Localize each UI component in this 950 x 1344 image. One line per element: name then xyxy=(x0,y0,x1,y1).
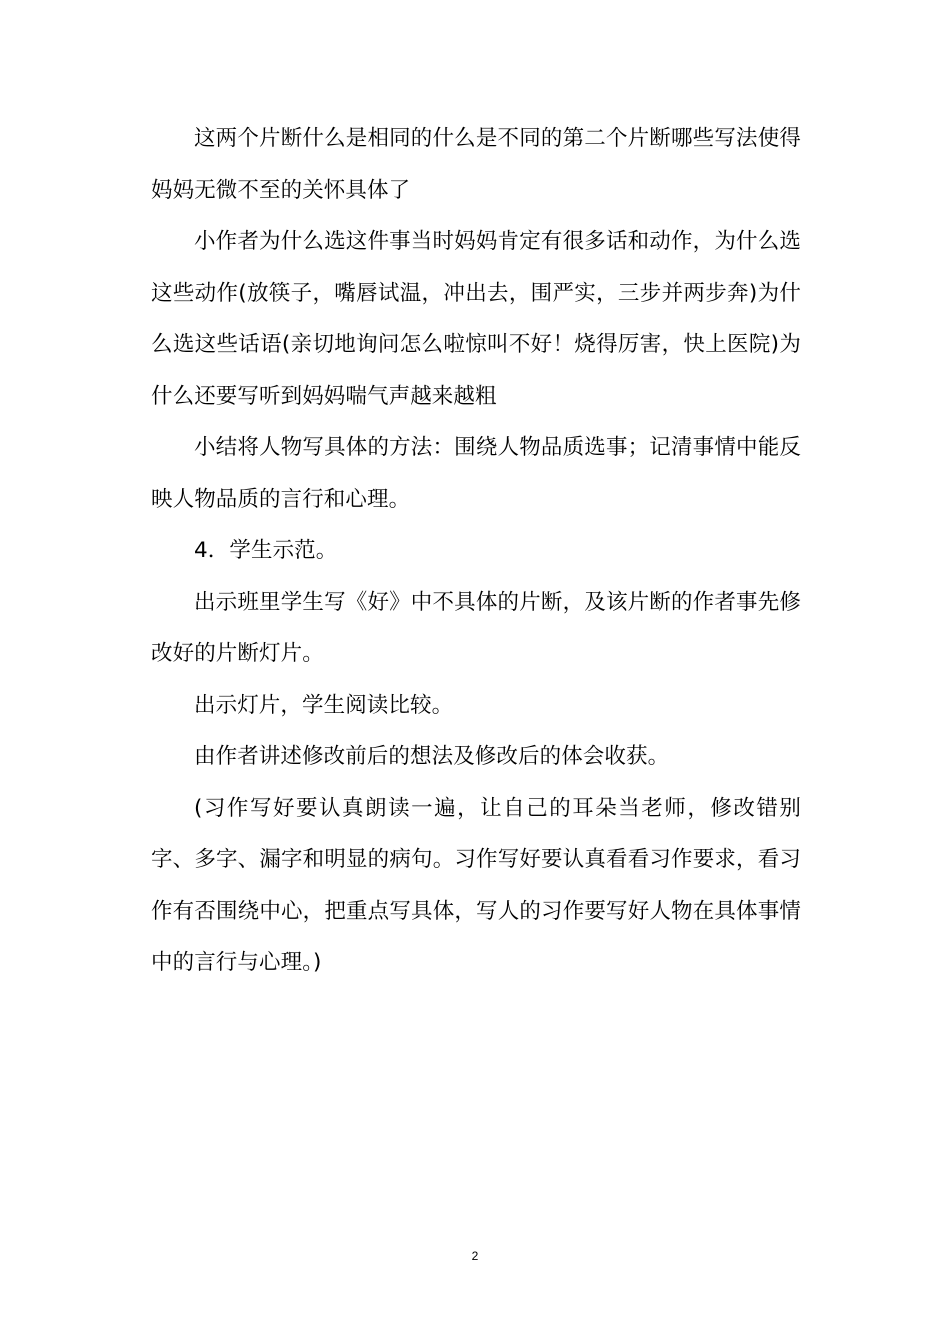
paragraph-3: 小结将人物写具体的方法：围绕人物品质选事；记清事情中能反映人物品质的言行和心理。 xyxy=(151,435,801,512)
paragraph-8: (习作写好要认真朗读一遍，让自己的耳朵当老师，修改错别字、多字、漏字和明显的病句。习作写好要认真看看习作要求，看习作有否围绕中心，把重点写具体，写人的习作要写好人物在具体事情中的言行与心理。) xyxy=(151,795,801,975)
page-number: 2 xyxy=(471,1249,479,1263)
paragraph-4: 4．学生示范。 xyxy=(194,538,338,563)
paragraph-2: 小作者为什么选这件事当时妈妈肯定有很多话和动作，为什么选这些动作(放筷子，嘴唇试温，冲出去，围严实，三步并两步奔)为什么选这些话语(亲切地询问怎么啦惊叫不好！烧得厉害，快上医院)为什么还要写听到妈妈喘气声越来越粗 xyxy=(151,229,801,409)
document-body xyxy=(151,113,801,989)
paragraph-5: 出示班里学生写《好》中不具体的片断，及该片断的作者事先修改好的片断灯片。 xyxy=(151,589,801,666)
paragraph-7: 由作者讲述修改前后的想法及修改后的体会收获。 xyxy=(194,744,670,769)
paragraph-6: 出示灯片，学生阅读比较。 xyxy=(194,692,454,718)
paragraph-1: 这两个片断什么是相同的什么是不同的第二个片断哪些写法使得妈妈无微不至的关怀具体了 xyxy=(151,126,801,203)
